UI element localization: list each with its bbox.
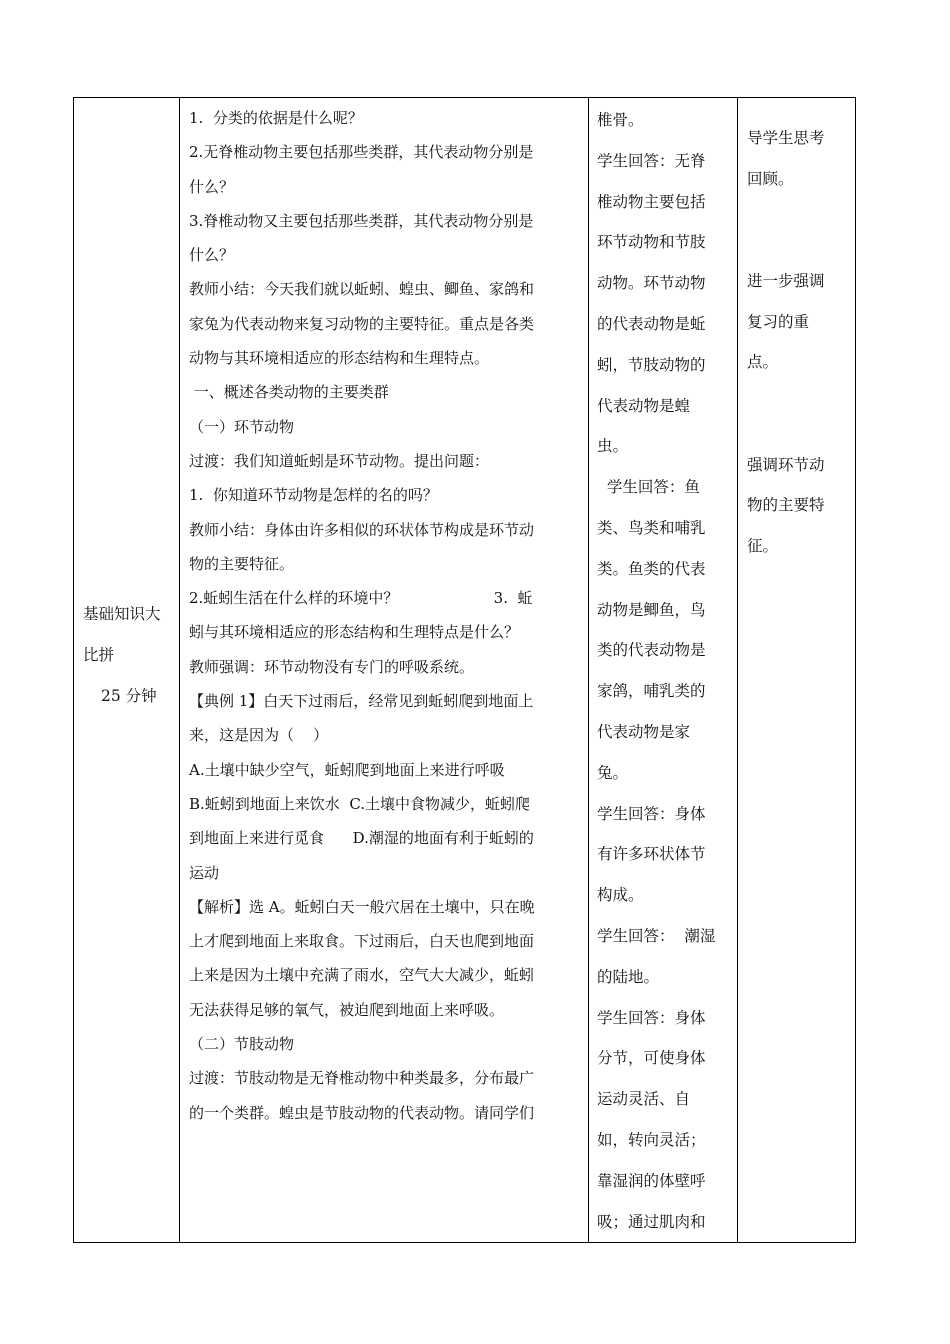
teacher-text-line: 教师强调：环节动物没有专门的呼吸系统。	[189, 657, 475, 676]
student-text-line: 靠湿润的体壁呼	[597, 1171, 706, 1190]
student-text-line: 蚓，节肢动物的	[597, 355, 706, 374]
student-text-line: 动物是鲫鱼，鸟	[597, 600, 706, 619]
teacher-text-line: （一）环节动物	[189, 417, 295, 436]
teacher-text-line: 过渡：我们知道蚯蚓是环节动物。提出问题：	[189, 451, 490, 470]
table-row	[74, 98, 856, 1243]
teacher-text-line: 一、概述各类动物的主要类群	[189, 383, 389, 402]
teacher-activity-cell	[180, 98, 589, 1243]
teacher-text-line: 教师小结：今天我们就以蚯蚓、蝗虫、鲫鱼、家鸽和	[189, 280, 535, 299]
teacher-text-line: 什么？	[189, 246, 235, 265]
student-text-line: 椎骨。	[597, 111, 644, 129]
student-text-line: 构成。	[597, 886, 644, 905]
intent-text-line	[747, 398, 849, 414]
teacher-text-line: 上才爬到地面上来取食。下过雨后，白天也爬到地面	[189, 932, 535, 951]
teacher-text-line: B.蚯蚓到地面上来饮水 C.土壤中食物减少，蚯蚓爬	[189, 794, 531, 813]
student-text-line: 的陆地。	[597, 967, 660, 986]
student-text-line: 类。鱼类的代表	[597, 559, 706, 578]
intent-text-line	[747, 199, 849, 215]
stage-title-line: 基础知识大	[83, 605, 161, 623]
student-text-line: 运动灵活、自	[597, 1090, 691, 1109]
teacher-text-line: 2.蚯蚓生活在什么样的环境中？ 3. 蚯	[189, 589, 533, 608]
teacher-text-line: 到地面上来进行觅食 D.潮湿的地面有利于蚯蚓的	[189, 829, 534, 848]
student-text-line: 动物。环节动物	[597, 274, 706, 293]
student-text-line: 吸；通过肌肉和	[597, 1212, 706, 1231]
student-activity-cell	[589, 98, 738, 1243]
teacher-text-line: 2.无脊椎动物主要包括那些类群，其代表动物分别是	[189, 143, 534, 162]
teacher-text-line: 【解析】选 A。蚯蚓白天一般穴居在土壤中，只在晚	[189, 897, 535, 916]
teacher-text-line: 1. 你知道环节动物是怎样的名的吗？	[189, 486, 438, 505]
intent-text-line	[747, 246, 849, 262]
intent-text-line: 导学生思考	[747, 129, 825, 147]
student-text-line: 学生回答：身体	[597, 1008, 706, 1027]
student-text-line: 如，转向灵活；	[597, 1130, 706, 1149]
student-text-line: 环节动物和节肢	[597, 233, 706, 252]
student-text-line: 类、鸟类和哺乳	[597, 518, 706, 537]
student-text-line: 学生回答： 潮湿	[597, 926, 716, 945]
teacher-text-line: 动物与其环境相适应的形态结构和生理特点。	[189, 349, 490, 368]
stage-duration: 25 分钟	[101, 687, 157, 705]
teacher-text-line: 教师小结：身体由许多相似的环状体节构成是环节动	[189, 520, 535, 539]
student-text-line: 学生回答：身体	[597, 804, 706, 823]
teacher-text-line: 蚓与其环境相适应的形态结构和生理特点是什么？	[189, 623, 520, 642]
intent-text-line: 回顾。	[747, 169, 794, 188]
intent-text-line	[747, 215, 849, 231]
student-text-line: 学生回答：鱼	[597, 478, 700, 497]
student-text-line: 学生回答：无脊	[597, 151, 706, 170]
teacher-text-line: 无法获得足够的氧气，被迫爬到地面上来呼吸。	[189, 1000, 505, 1019]
teacher-text-line: 运动	[189, 863, 220, 882]
teacher-text-line: 的一个类群。蝗虫是节肢动物的代表动物。请同学们	[189, 1103, 535, 1122]
student-text-line: 椎动物主要包括	[597, 192, 706, 211]
teacher-text-line: 1. 分类的依据是什么呢？	[189, 109, 363, 127]
student-text-line: 家鸽，哺乳类的	[597, 682, 706, 701]
teacher-text-line: 物的主要特征。	[189, 554, 295, 573]
design-intent-cell	[738, 98, 856, 1243]
intent-text-line	[747, 414, 849, 430]
intent-text-line: 复习的重	[747, 312, 810, 331]
teacher-text-line: 家兔为代表动物来复习动物的主要特征。重点是各类	[189, 314, 535, 333]
student-text-line: 虫。	[597, 437, 629, 456]
teacher-text-line: （二）节肢动物	[189, 1035, 295, 1054]
student-text-line: 代表动物是蝗	[597, 396, 691, 415]
intent-text-line: 征。	[747, 536, 779, 555]
intent-text-line: 点。	[747, 353, 779, 371]
student-text-line: 类的代表动物是	[597, 641, 706, 660]
lesson-plan-table	[73, 97, 856, 1243]
intent-text-line: 强调环节动	[747, 455, 825, 474]
teacher-text-line: 来，这是因为（ ）	[189, 726, 329, 745]
intent-text-line: 进一步强调	[747, 272, 825, 290]
student-text-line: 兔。	[597, 763, 629, 782]
teacher-text-line: 3.脊椎动物又主要包括那些类群，其代表动物分别是	[189, 211, 534, 230]
intent-text-line: 物的主要特	[747, 496, 825, 514]
intent-text-line	[747, 429, 849, 445]
teacher-text-line: 上来是因为土壤中充满了雨水，空气大大减少，蚯蚓	[189, 966, 535, 985]
student-text-line: 的代表动物是蚯	[597, 314, 706, 333]
student-text-line: 有许多环状体节	[597, 845, 706, 864]
student-text-line: 代表动物是家	[597, 722, 691, 741]
stage-cell	[74, 98, 180, 1243]
student-text-line: 分节，可使身体	[597, 1049, 706, 1068]
intent-text-line	[747, 383, 849, 399]
teacher-text-line: 过渡：节肢动物是无脊椎动物中种类最多，分布最广	[189, 1069, 535, 1088]
teacher-text-line: A.土壤中缺少空气，蚯蚓爬到地面上来进行呼吸	[189, 760, 505, 779]
teacher-text-line: 什么？	[189, 177, 235, 196]
stage-title-line: 比拼	[83, 646, 115, 664]
teacher-text-line: 【典例 1】白天下过雨后，经常见到蚯蚓爬到地面上	[189, 692, 534, 711]
intent-text-line	[747, 230, 849, 246]
